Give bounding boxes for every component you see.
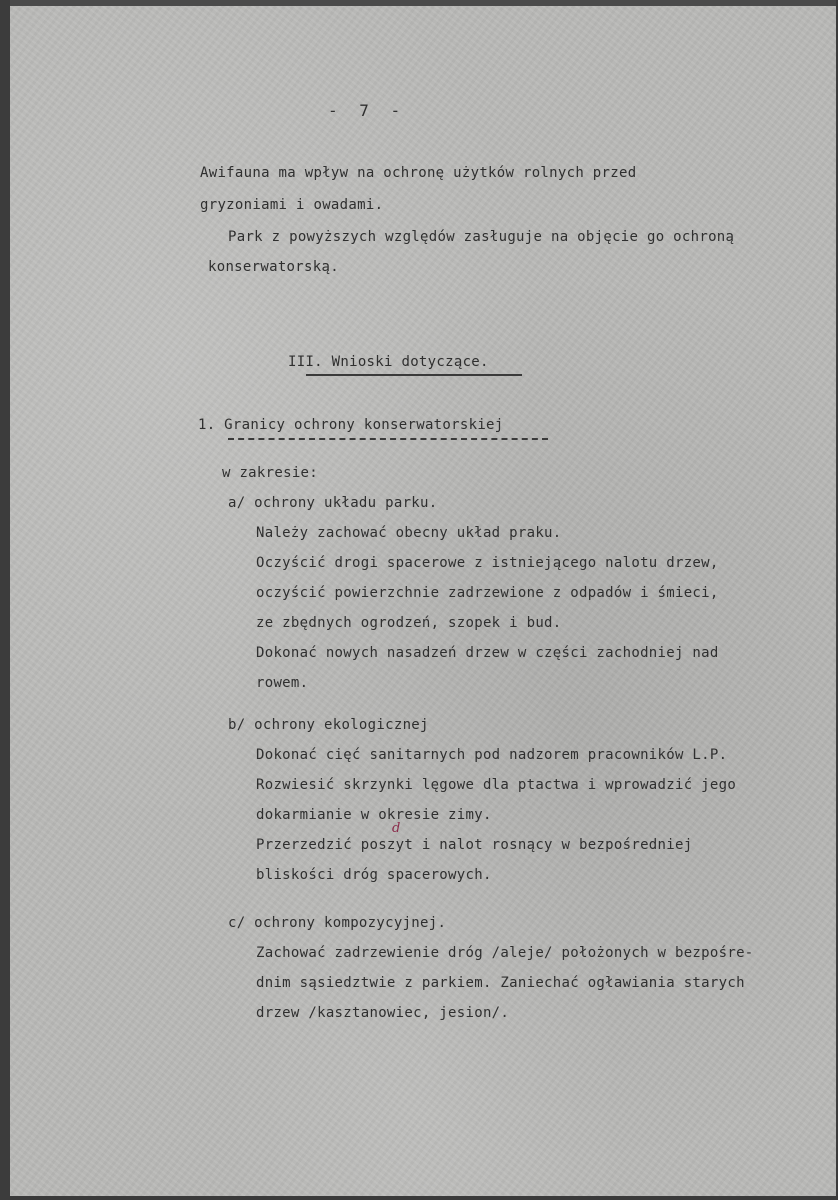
item-c-line: Zachować zadrzewienie dróg /aleje/ położonych w bezpośre- bbox=[256, 945, 754, 961]
scanner-left-edge bbox=[0, 0, 10, 1200]
subsection-heading: 1. Granicy ochrony konserwatorskiej bbox=[198, 417, 504, 433]
subsection-heading-underline bbox=[228, 438, 548, 440]
item-b-line: dokarmianie w okresie zimy. bbox=[256, 807, 492, 823]
scope-label: w zakresie: bbox=[222, 465, 319, 481]
item-b-line: Przerzedzić poszyt i nalot rosnący w bezpośredniej bbox=[256, 837, 693, 853]
item-b-line: Dokonać cięć sanitarnych pod nadzorem pracowników L.P. bbox=[256, 747, 728, 763]
handwritten-correction: d bbox=[392, 821, 401, 836]
paragraph-line: Park z powyższych względów zasługuje na objęcie go ochroną bbox=[228, 229, 735, 245]
paragraph-line: Awifauna ma wpływ na ochronę użytków rolnych przed bbox=[200, 165, 637, 181]
paragraph-line: konserwatorską. bbox=[208, 259, 339, 275]
item-a-line: Dokonać nowych nasadzeń drzew w części zachodniej nad bbox=[256, 645, 719, 661]
section-heading-underline bbox=[306, 374, 522, 376]
item-a-line: rowem. bbox=[256, 675, 309, 691]
item-a-line: Należy zachować obecny układ praku. bbox=[256, 525, 562, 541]
item-a-line: oczyścić powierzchnie zadrzewione z odpadów i śmieci, bbox=[256, 585, 719, 601]
item-a-title: a/ ochrony układu parku. bbox=[228, 495, 438, 511]
item-a-line: ze zbędnych ogrodzeń, szopek i bud. bbox=[256, 615, 562, 631]
item-c-line: dnim sąsiedztwie z parkiem. Zaniechać ogławiania starych bbox=[256, 975, 745, 991]
item-b-title: b/ ochrony ekologicznej bbox=[228, 717, 429, 733]
item-c-line: drzew /kasztanowiec, jesion/. bbox=[256, 1005, 510, 1021]
document-page bbox=[10, 6, 836, 1196]
item-b-line: Rozwiesić skrzynki lęgowe dla ptactwa i wprowadzić jego bbox=[256, 777, 737, 793]
page-number: - 7 - bbox=[328, 101, 407, 120]
item-a-line: Oczyścić drogi spacerowe z istniejącego nalotu drzew, bbox=[256, 555, 719, 571]
item-c-title: c/ ochrony kompozycyjnej. bbox=[228, 915, 447, 931]
section-heading: III. Wnioski dotyczące. bbox=[288, 354, 489, 370]
item-b-line: bliskości dróg spacerowych. bbox=[256, 867, 492, 883]
paragraph-line: gryzoniami i owadami. bbox=[200, 197, 384, 213]
